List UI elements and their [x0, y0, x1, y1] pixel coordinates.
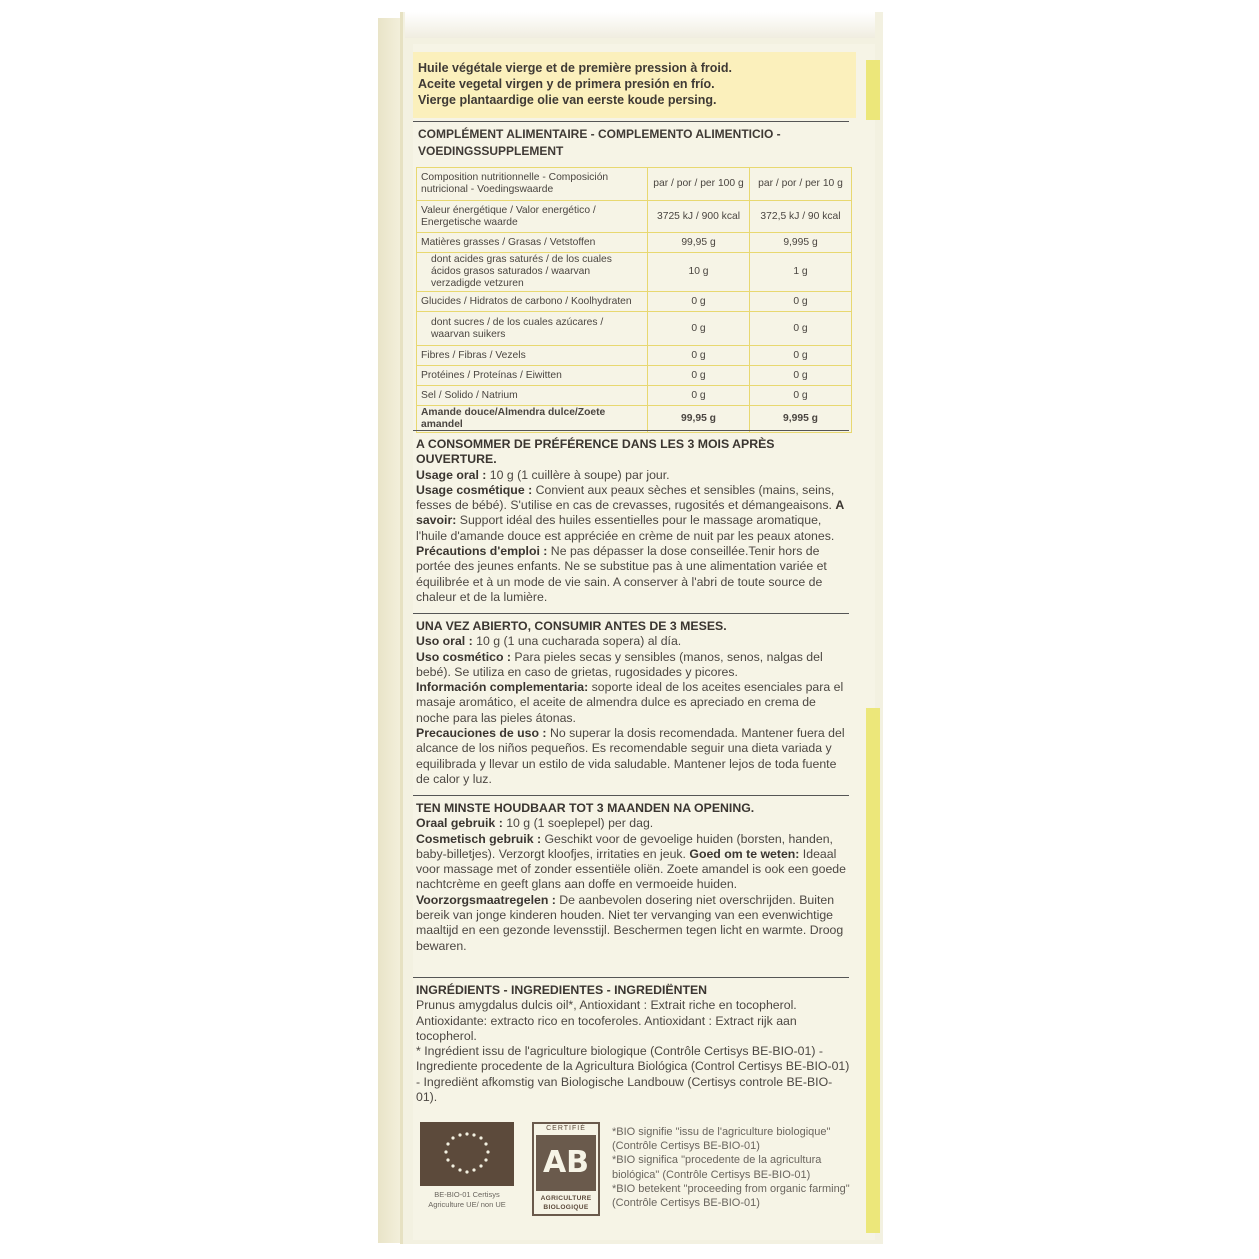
- es-prec-text: No superar la dosis recomendada. Mantener fuera del alcance de los niños pequeños. Es recomendable seguir una dieta variada y equilibrada y llevar un estilo de vida saludable. Mantener lejos de toda fuente de calor y luz.: [416, 726, 845, 786]
- row-per100: 0 g: [648, 312, 750, 346]
- es-cosm-text: Para pieles secas y sensibles (manos, senos, nalgas del bebé). Se utiliza en caso de grietas, rugosidades y picores.: [416, 649, 823, 679]
- row-per10: 9,995 g: [750, 233, 852, 253]
- intro-line-nl: Vierge plantaardige olie van eerste koude persing.: [418, 93, 717, 107]
- nl-goed-text: Ideaal voor massage met of zonder essentiële oliën. Zoete amandel is ook een goede nachtcrème en geeft glans aan doffe en vermoeide huiden.: [416, 846, 846, 892]
- yellow-stripe-bottom: [866, 708, 880, 1233]
- ab-mark: AB: [536, 1135, 596, 1191]
- table-row: [417, 292, 852, 312]
- row-label: Glucides / Hidratos de carbono / Koolhydraten: [417, 292, 648, 312]
- ingredients-footnote: * Ingrédient issu de l'agriculture biologique (Contrôle Certisys BE-BIO-01) - Ingrediente procedente de la Agricultura Biológica (Control Certisys BE-BIO-01) - Ingrediënt afkomstig van Biologische Landbouw (Certisys controle BE-BIO-01).: [416, 1044, 850, 1105]
- ab-footer: [534, 1194, 598, 1212]
- row-per100: 10 g: [648, 253, 750, 292]
- ingredients-text: Prunus amygdalus dulcis oil*, Antioxidant : Extrait riche en tocopherol. Antioxidante: extracto rico en tocoferoles. Antioxidant : Extract rijk aan tocopherol.: [416, 998, 797, 1043]
- row-per100: 0 g: [648, 292, 750, 312]
- fr-oral-label: Usage oral :: [416, 467, 487, 482]
- table-row: [417, 386, 852, 406]
- es-info-text: soporte ideal de los aceites esenciales para el masaje aromático, el aceite de almendra dulce es apreciado en crema de noche para las pieles átonas.: [416, 680, 844, 725]
- row-per10: 0 g: [750, 386, 852, 406]
- row-label: dont sucres / de los cuales azúcares / waarvan suikers: [417, 312, 648, 346]
- table-header-per100: par / por / per 100 g: [648, 168, 750, 201]
- row-per100: 0 g: [648, 366, 750, 386]
- row-label: Sel / Solido / Natrium: [417, 386, 648, 406]
- table-row: [417, 201, 852, 233]
- table-row: [417, 366, 852, 386]
- row-per100: 99,95 g: [648, 406, 750, 433]
- table-row: [417, 346, 852, 366]
- section-fr: [416, 437, 852, 605]
- row-per10: 0 g: [750, 366, 852, 386]
- box-top-flap: [405, 12, 875, 38]
- divider: [413, 121, 849, 122]
- row-per10: 9,995 g: [750, 406, 852, 433]
- fr-savoir-label: A savoir:: [416, 498, 844, 528]
- bio-note: *BIO significa "procedente de la agricultura biológica" (Contrôle Certisys BE-BIO-01): [612, 1154, 822, 1181]
- nl-prec-text: De aanbevolen dosering niet overschrijden. Buiten bereik van jonge kinderen houden. Niet ter vervanging van een evenwichtige maaltijd en een gezonde levensstijl. Beschermen tegen licht en warmte. Droog bewaren.: [416, 892, 844, 953]
- nl-cosm-label: Cosmetisch gebruik :: [416, 831, 542, 846]
- eu-logo-caption: [420, 1190, 514, 1210]
- bio-notes: [612, 1125, 862, 1210]
- row-label: Matières grasses / Grasas / Vetstoffen: [417, 233, 648, 253]
- yellow-stripe-top: [866, 60, 880, 120]
- table-row: [417, 233, 852, 253]
- eu-organic-logo: [420, 1122, 514, 1186]
- fr-title: A CONSOMMER DE PRÉFÉRENCE DANS LES 3 MOIS APRÈS OUVERTURE.: [416, 437, 775, 467]
- eu-leaf-icon: [420, 1122, 514, 1186]
- row-per100: 0 g: [648, 346, 750, 366]
- nl-title: TEN MINSTE HOUDBAAR TOT 3 MAANDEN NA OPENING.: [416, 801, 755, 815]
- es-info-label: Información complementaria:: [416, 680, 589, 695]
- row-per10: 0 g: [750, 312, 852, 346]
- fr-cosm-label: Usage cosmétique :: [416, 482, 533, 497]
- table-row: [417, 253, 852, 292]
- bio-note: *BIO betekent "proceeding from organic farming" (Contrôle Certisys BE-BIO-01): [612, 1182, 850, 1210]
- es-prec-label: Precauciones de uso :: [416, 726, 547, 741]
- eu-caption-line: BE-BIO-01 Certisys: [434, 1190, 500, 1199]
- row-per100: 99,95 g: [648, 233, 750, 253]
- table-header-label: Composition nutritionnelle - Composición nutricional - Voedingswaarde: [417, 168, 648, 201]
- nl-goed-label: Goed om te weten:: [689, 846, 800, 861]
- intro-line-fr: Huile végétale vierge et de première pression à froid.: [418, 61, 733, 75]
- divider: [413, 795, 849, 796]
- nutrition-table: [416, 167, 852, 433]
- ab-footer-line: AGRICULTURE: [540, 1195, 592, 1202]
- es-cosm-label: Uso cosmético :: [416, 649, 511, 664]
- ab-footer-line: BIOLOGIQUE: [543, 1204, 589, 1211]
- es-title: UNA VEZ ABIERTO, CONSUMIR ANTES DE 3 MESES.: [416, 619, 727, 633]
- row-label: Amande douce/Almendra dulce/Zoete amandel: [417, 406, 648, 433]
- row-label: Protéines / Proteínas / Eiwitten: [417, 366, 648, 386]
- eu-caption-line: Agriculture UE/ non UE: [428, 1200, 506, 1209]
- table-header-row: [417, 168, 852, 201]
- row-per10: 372,5 kJ / 90 kcal: [750, 201, 852, 233]
- nl-cosm-text: Geschikt voor de gevoelige huiden (borsten, handen, baby-billetjes). Verzorgt kloofjes, irritaties en jeuk.: [416, 831, 833, 861]
- divider: [413, 430, 849, 431]
- row-label: dont acides gras saturés / de los cuales ácidos grasos saturados / waarvan verzadigde vetzuren: [417, 253, 648, 292]
- section-es: [416, 619, 852, 787]
- fr-prec-label: Précautions d'emploi :: [416, 544, 548, 559]
- row-label: Fibres / Fibras / Vezels: [417, 346, 648, 366]
- intro-line-es: Aceite vegetal virgen y de primera presión en frío.: [418, 77, 715, 91]
- es-oral-label: Uso oral :: [416, 634, 473, 649]
- fr-savoir-text: Support idéal des huiles essentielles pour le massage aromatique, l'huile d'amande douce est appréciée en crème de nuit par les peaux atones.: [416, 513, 835, 543]
- row-per10: 0 g: [750, 346, 852, 366]
- bio-note: *BIO signifie "issu de l'agriculture biologique" (Contrôle Certisys BE-BIO-01): [612, 1126, 831, 1153]
- row-per10: 0 g: [750, 292, 852, 312]
- ab-certified-logo: [532, 1122, 600, 1216]
- row-per10: 1 g: [750, 253, 852, 292]
- nl-oral-label: Oraal gebruik :: [416, 816, 503, 831]
- table-row: [417, 406, 852, 433]
- fr-cosm-text: Convient aux peaux sèches et sensibles (mains, seins, fesses de bébé). S'utilise en cas de crevasses, rugosités et démangeaisons.: [416, 482, 836, 513]
- section-nl: [416, 801, 852, 954]
- supplement-heading: COMPLÉMENT ALIMENTAIRE - COMPLEMENTO ALIMENTICIO - VOEDINGSSUPPLEMENT: [418, 127, 781, 158]
- nl-oral-text: 10 g (1 soeplepel) per dag.: [502, 816, 654, 831]
- fr-prec-text: Ne pas dépasser la dose conseillée.Tenir hors de portée des jeunes enfants. Ne se substitue pas à une alimentation variée et équilibrée et à un mode de vie sain. A conserver à l'abri de toute source de chaleur et de la lumière.: [416, 544, 827, 604]
- fr-oral-text: 10 g (1 cuillère à soupe) par jour.: [486, 467, 670, 482]
- row-per100: 3725 kJ / 900 kcal: [648, 201, 750, 233]
- divider: [413, 977, 849, 978]
- ab-certified-text: CERTIFIÉ: [546, 1125, 586, 1132]
- divider: [413, 613, 849, 614]
- row-label: Valeur énergétique / Valor energético / Energetische waarde: [417, 201, 648, 233]
- table-row: [417, 312, 852, 346]
- intro-text: [418, 60, 732, 108]
- es-oral-text: 10 g (1 una cucharada sopera) al día.: [472, 634, 682, 649]
- nl-prec-label: Voorzorgsmaatregelen :: [416, 892, 556, 907]
- row-per100: 0 g: [648, 386, 750, 406]
- table-header-per10: par / por / per 10 g: [750, 168, 852, 201]
- ingredients-title: INGRÉDIENTS - INGREDIENTES - INGREDIËNTEN: [416, 983, 708, 997]
- section-ingredients: [416, 983, 852, 1105]
